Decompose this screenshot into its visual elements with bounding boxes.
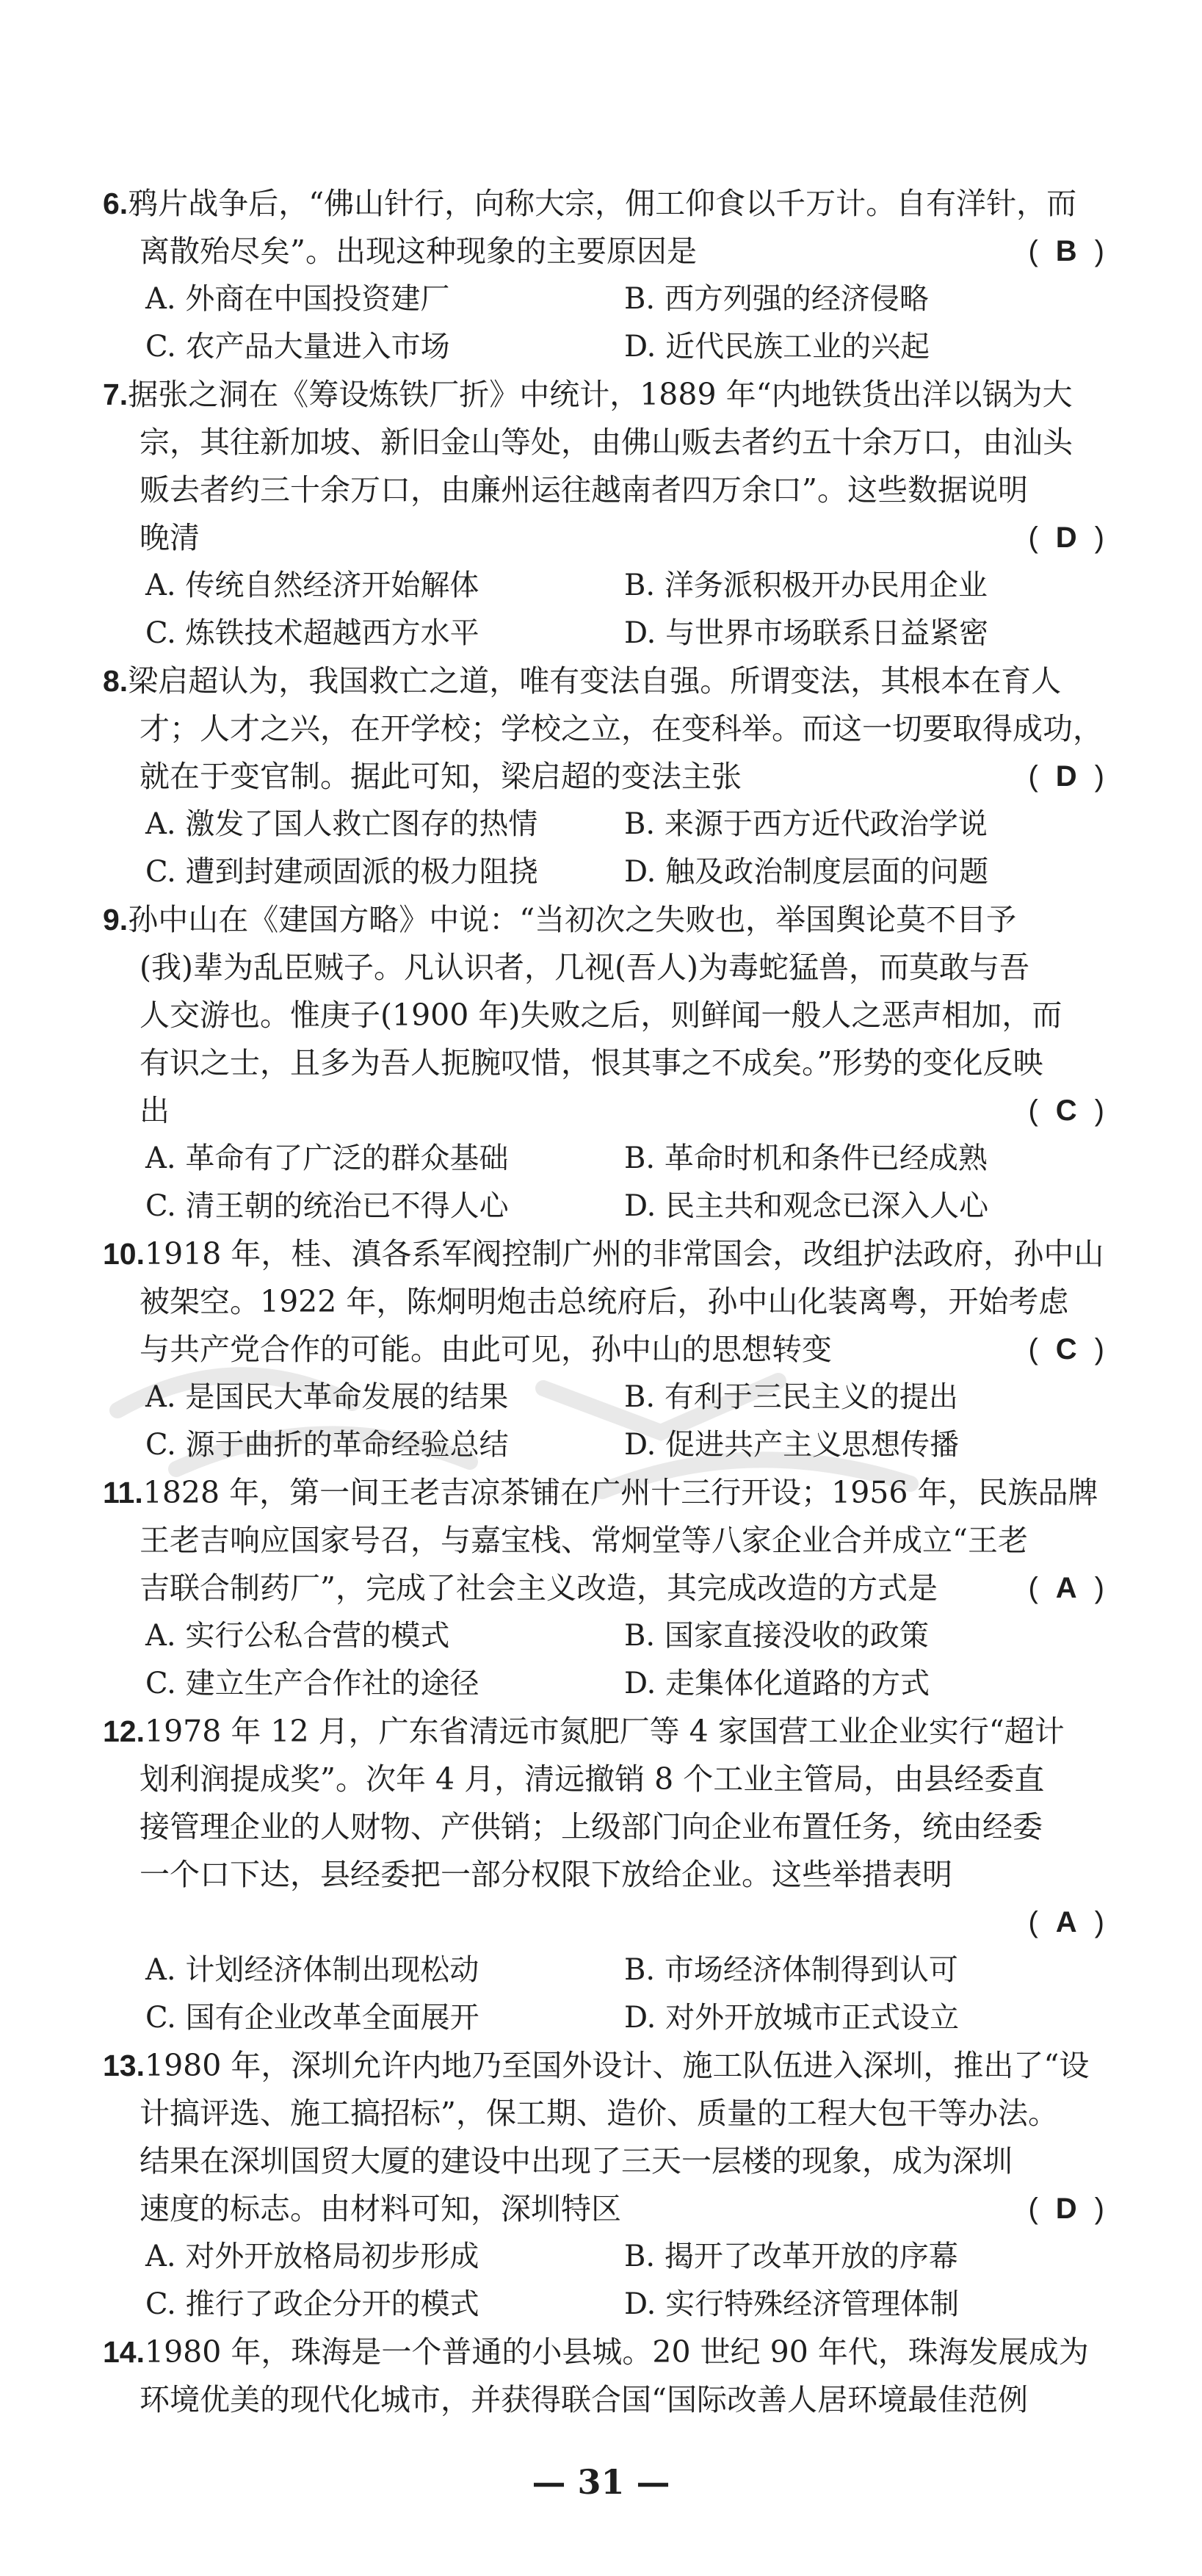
question-stem-line <box>103 1087 1109 1135</box>
answer-letter: D <box>1055 760 1077 793</box>
question-stem-line <box>103 1230 1109 1278</box>
answer-option: B. 国家直接没收的政策 <box>624 1619 929 1653</box>
answer-letter: D <box>1055 2193 1077 2225</box>
question-item <box>103 1230 1109 1469</box>
answer-option: B. 市场经济体制得到认可 <box>624 1953 958 1987</box>
question-item <box>103 1708 1109 2042</box>
answer-option: D. 与世界市场联系日益紧密 <box>624 616 989 650</box>
question-text: 有识之士，且多为吾人扼腕叹惜，恨其事之不成矣。”形势的变化反映 <box>140 1045 1043 1080</box>
question-list <box>103 180 1109 2424</box>
answer-option: B. 西方列强的经济侵略 <box>624 282 929 316</box>
question-number: 13. <box>103 2049 145 2082</box>
question-stem-line <box>103 419 1109 466</box>
option-row <box>103 323 1109 371</box>
option-row <box>103 848 1109 896</box>
question-stem-line <box>103 228 1109 275</box>
answer-option: B. 革命时机和条件已经成熟 <box>624 1141 988 1175</box>
question-stem-line <box>103 657 1109 705</box>
question-stem-line <box>103 705 1109 753</box>
answer-option: A. 激发了国人救亡图存的热情 <box>145 807 538 841</box>
question-text: 梁启超认为，我国救亡之道，唯有变法自强。所谓变法，其根本在育人 <box>128 663 1062 699</box>
question-text: 1980 年，深圳允许内地乃至国外设计、施工队伍进入深圳，推出了“设 <box>145 2048 1090 2083</box>
answer-option: D. 对外开放城市正式设立 <box>624 2001 960 2035</box>
question-text: (我)辈为乱臣贼子。凡认识者，几视(吾人)为毒蛇猛兽，而莫敢与吾 <box>140 950 1029 985</box>
question-item <box>103 2042 1109 2328</box>
question-item <box>103 896 1109 1230</box>
question-text: 宗，其往新加坡、新旧金山等处，由佛山贩去者约五十余万口，由汕头 <box>140 425 1073 460</box>
question-stem-line <box>103 466 1109 514</box>
answer-option: C. 清王朝的统治已不得人心 <box>145 1189 509 1223</box>
answer-option: C. 建立生产合作社的途径 <box>145 1667 479 1700</box>
option-row <box>103 1947 1109 1994</box>
answer-option: C. 农产品大量进入市场 <box>145 330 450 364</box>
question-text: 一个口下达，县经委把一部分权限下放给企业。这些举措表明 <box>140 1857 952 1892</box>
question-text: 被架空。1922 年，陈炯明炮击总统府后，孙中山化装离粤，开始考虑 <box>140 1284 1069 1319</box>
question-stem-line <box>103 2090 1109 2137</box>
question-stem-line <box>103 1899 1109 1947</box>
answer-option: C. 推行了政企分开的模式 <box>145 2287 479 2321</box>
question-stem-line <box>103 992 1109 1039</box>
answer-option: D. 走集体化道路的方式 <box>624 1667 930 1700</box>
answer-option: C. 国有企业改革全面展开 <box>145 2001 479 2035</box>
question-stem-line <box>103 2042 1109 2090</box>
option-row <box>103 275 1109 323</box>
question-stem-line <box>103 1803 1109 1851</box>
answer-letter: D <box>1055 522 1077 554</box>
question-text: 吉联合制药厂”，完成了社会主义改造，其完成改造的方式是 <box>140 1570 938 1606</box>
question-item <box>103 180 1109 371</box>
question-stem-line <box>103 2185 1109 2233</box>
answer-option: B. 有利于三民主义的提出 <box>624 1380 958 1414</box>
question-item <box>103 1469 1109 1708</box>
option-row <box>103 562 1109 610</box>
question-text: 1828 年，第一间王老吉凉茶铺在广州十三行开设；1956 年，民族品牌 <box>142 1475 1098 1510</box>
question-text: 结果在深圳国贸大厦的建设中出现了三天一层楼的现象，成为深圳 <box>140 2143 1013 2179</box>
option-row <box>103 610 1109 657</box>
question-number: 8. <box>103 664 128 698</box>
answer-bracket: ( A ) <box>1028 1899 1104 1947</box>
question-stem-line <box>103 753 1109 801</box>
answer-option: D. 触及政治制度层面的问题 <box>624 855 989 889</box>
question-number: 14. <box>103 2335 145 2369</box>
question-stem-line <box>103 371 1109 419</box>
question-item <box>103 657 1109 896</box>
question-text: 接管理企业的人财物、产供销；上级部门向企业布置任务，统由经委 <box>140 1809 1043 1844</box>
question-stem-line <box>103 1326 1109 1374</box>
option-row <box>103 1421 1109 1469</box>
question-number: 10. <box>103 1237 145 1271</box>
question-text: 速度的标志。由材料可知，深圳特区 <box>140 2191 621 2226</box>
answer-option: B. 来源于西方近代政治学说 <box>624 807 988 841</box>
answer-bracket: ( B ) <box>1028 228 1104 275</box>
question-text: 1918 年，桂、滇各系军阀控制广州的非常国会，改组护法政府，孙中山 <box>145 1236 1104 1271</box>
question-text: 人交游也。惟庚子(1900 年)失败之后，则鲜闻一般人之恶声相加，而 <box>140 997 1062 1033</box>
question-stem-line <box>103 1469 1109 1517</box>
page-number: — 31 — <box>532 2462 670 2502</box>
option-row <box>103 1612 1109 1660</box>
answer-option: C. 炼铁技术超越西方水平 <box>145 616 479 650</box>
question-text: 1978 年 12 月，广东省清远市氮肥厂等 4 家国营工业企业实行“超计 <box>145 1714 1065 1749</box>
option-row <box>103 2233 1109 2281</box>
question-text: 鸦片战争后，“佛山针行，向称大宗，佣工仰食以千万计。自有洋针，而 <box>128 186 1077 221</box>
question-text: 划利润提成奖”。次年 4 月，清远撤销 8 个工业主管局，由县经委直 <box>140 1761 1045 1797</box>
answer-option: A. 外商在中国投资建厂 <box>145 282 450 316</box>
answer-option: A. 是国民大革命发展的结果 <box>145 1380 509 1414</box>
answer-option: A. 传统自然经济开始解体 <box>145 569 479 602</box>
option-row <box>103 2281 1109 2328</box>
answer-letter: B <box>1055 235 1077 267</box>
question-stem-line <box>103 2137 1109 2185</box>
question-stem-line <box>103 944 1109 992</box>
answer-option: B. 揭开了改革开放的序幕 <box>624 2240 958 2273</box>
question-stem-line <box>103 1851 1109 1899</box>
question-stem-line <box>103 1756 1109 1803</box>
question-text: 晚清 <box>140 520 200 555</box>
answer-bracket: ( D ) <box>1028 2185 1104 2233</box>
answer-bracket: ( C ) <box>1028 1087 1104 1135</box>
answer-option: C. 源于曲折的革命经验总结 <box>145 1428 509 1462</box>
question-stem-line <box>103 180 1109 228</box>
question-stem-line <box>103 1565 1109 1612</box>
question-number: 7. <box>103 378 128 411</box>
question-stem-line <box>103 2328 1109 2376</box>
question-text: 计搞评选、施工搞招标”，保工期、造价、质量的工程大包干等办法。 <box>140 2096 1058 2131</box>
option-row <box>103 1183 1109 1230</box>
question-item <box>103 371 1109 657</box>
answer-option: D. 近代民族工业的兴起 <box>624 330 930 364</box>
question-stem-line <box>103 514 1109 562</box>
answer-bracket: ( D ) <box>1028 514 1104 562</box>
question-stem-line <box>103 1517 1109 1565</box>
question-text: 就在于变官制。据此可知，梁启超的变法主张 <box>140 759 742 794</box>
question-number: 9. <box>103 903 128 937</box>
answer-letter: A <box>1055 1906 1077 1938</box>
answer-bracket: ( A ) <box>1028 1565 1104 1612</box>
answer-option: A. 计划经济体制出现松动 <box>145 1953 479 1987</box>
question-number: 12. <box>103 1714 145 1748</box>
answer-option: D. 实行特殊经济管理体制 <box>624 2287 960 2321</box>
answer-option: B. 洋务派积极开办民用企业 <box>624 569 988 602</box>
answer-letter: C <box>1055 1094 1077 1127</box>
question-stem-line <box>103 896 1109 944</box>
question-number: 11. <box>103 1476 143 1509</box>
option-row <box>103 1135 1109 1183</box>
answer-option: A. 对外开放格局初步形成 <box>145 2240 479 2273</box>
question-number: 6. <box>103 187 128 220</box>
answer-option: C. 遭到封建顽固派的极力阻挠 <box>145 855 538 889</box>
answer-option: D. 促进共产主义思想传播 <box>624 1428 960 1462</box>
question-item <box>103 2328 1109 2424</box>
question-text: 环境优美的现代化城市，并获得联合国“国际改善人居环境最佳范例 <box>140 2382 1028 2417</box>
question-stem-line <box>103 2376 1109 2424</box>
question-stem-line <box>103 1708 1109 1756</box>
question-text: 1980 年，珠海是一个普通的小县城。20 世纪 90 年代，珠海发展成为 <box>145 2334 1089 2370</box>
option-row <box>103 1994 1109 2042</box>
answer-bracket: ( C ) <box>1028 1326 1104 1374</box>
answer-option: A. 革命有了广泛的群众基础 <box>145 1141 509 1175</box>
question-text: 据张之洞在《筹设炼铁厂折》中统计，1889 年“内地铁货出洋以锅为大 <box>128 377 1073 412</box>
answer-option: A. 实行公私合营的模式 <box>145 1619 450 1653</box>
question-stem-line <box>103 1278 1109 1326</box>
question-text: 才；人才之兴，在开学校；学校之立，在变科举。而这一切要取得成功， <box>140 711 1103 746</box>
question-text: 孙中山在《建国方略》中说：“当初次之失败也，举国舆论莫不目予 <box>128 902 1017 937</box>
answer-option: D. 民主共和观念已深入人心 <box>624 1189 989 1223</box>
option-row <box>103 801 1109 848</box>
answer-letter: A <box>1055 1572 1077 1604</box>
option-row <box>103 1660 1109 1708</box>
question-text: 贩去者约三十余万口，由廉州运往越南者四万余口”。这些数据说明 <box>140 472 1028 508</box>
answer-bracket: ( D ) <box>1028 753 1104 801</box>
question-text: 王老吉响应国家号召，与嘉宝栈、常炯堂等八家企业合并成立“王老 <box>140 1523 1028 1558</box>
question-text: 离散殆尽矣”。出现这种现象的主要原因是 <box>140 234 697 269</box>
question-stem-line <box>103 1039 1109 1087</box>
question-text: 出 <box>140 1093 170 1128</box>
option-row <box>103 1374 1109 1421</box>
answer-letter: C <box>1055 1333 1077 1365</box>
question-text: 与共产党合作的可能。由此可见，孙中山的思想转变 <box>140 1332 832 1367</box>
